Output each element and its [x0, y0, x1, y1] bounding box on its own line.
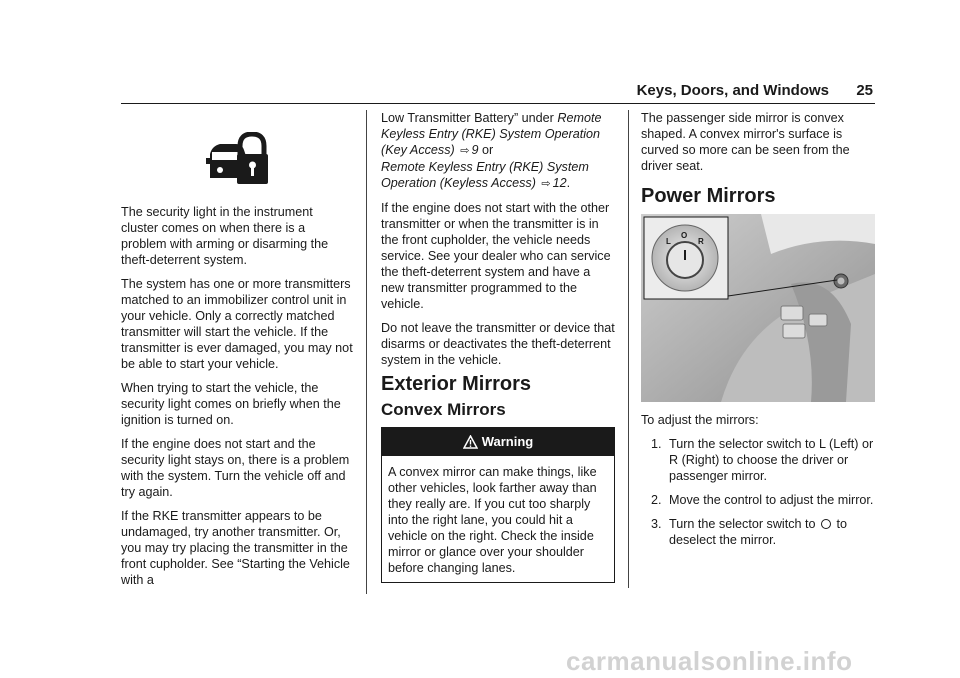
security-light-lock-icon	[206, 132, 268, 186]
warning-box	[381, 427, 615, 583]
paragraph: The security light in the instrument cluster comes on when there is a problem with arming or disarming the theft-deterrent system.	[121, 205, 329, 267]
mirror-right-label: R	[698, 237, 704, 246]
page-reference-icon: ⇨	[541, 178, 551, 190]
paragraph: The system has one or more transmitters matched to an immobilizer control unit in your vehicle. Only a correctly matched transmitter will start the vehicle. If the transmitter is ever damaged, you may not be able to start your vehicle.	[121, 277, 353, 371]
section-heading: Power Mirrors	[641, 185, 776, 207]
list-item: 2. Move the control to adjust the mirror.	[651, 493, 874, 507]
reference-page[interactable]: 9	[471, 143, 479, 157]
paragraph: If the RKE transmitter appears to be undamaged, try another transmitter. Or, you may try placing the transmitter in the front cupholder. See “Starting the Vehicle with a	[121, 509, 350, 587]
warning-label: Warning	[481, 434, 534, 449]
page-reference-icon: ⇨	[460, 145, 470, 157]
section-title: Keys, Doors, and Windows	[636, 82, 829, 99]
reference-page[interactable]: 12	[552, 176, 567, 190]
paragraph: The passenger side mirror is convex shaped. A convex mirror's surface is curved so more can be seen from the driver seat.	[641, 111, 850, 173]
page-header	[121, 80, 875, 104]
adjust-steps-list	[641, 436, 877, 548]
paragraph: To adjust the mirrors:	[641, 413, 759, 427]
column-2	[381, 110, 615, 583]
paragraph: Do not leave the transmitter or device that disarms or deactivates the theft-deterrent system in the vehicle.	[381, 321, 615, 367]
list-item: 1. Turn the selector switch to L (Left) or R (Right) to choose the driver or passenger mirror.	[651, 437, 874, 483]
subsection-heading: Convex Mirrors	[381, 400, 506, 419]
paragraph: When trying to start the vehicle, the security light comes on briefly when the ignition is turned on.	[121, 381, 341, 427]
warning-header	[382, 428, 614, 456]
header-rule	[121, 103, 875, 104]
column-1	[121, 110, 353, 596]
list-item: 3. Turn the selector switch to to deselect the mirror.	[651, 517, 848, 547]
column-divider-right	[628, 110, 629, 588]
mirror-off-label: O	[681, 231, 688, 240]
section-heading: Exterior Mirrors	[381, 373, 532, 395]
continued-paragraph: Low Transmitter Battery” under Remote Keyless Entry (RKE) System Operation (Key Access) ⇨ 9 or Remote Keyless Entry (RKE) System Operation (Keyless Access) ⇨ 12.	[381, 111, 602, 190]
power-mirror-control-photo	[641, 214, 875, 402]
warning-text: A convex mirror can make things, like other vehicles, look farther away than they really are. If you cut too sharply into the right lane, you could hit a vehicle on the right. Check the inside mirror or glance over your shoulder before changing lanes.	[388, 465, 597, 575]
warning-triangle-icon	[463, 435, 478, 449]
warning-body	[382, 456, 614, 582]
reference-link-rke-key-access[interactable]: Remote Keyless Entry (RKE) System Operation (Key Access)	[381, 111, 602, 157]
column-divider-left	[366, 110, 367, 594]
paragraph: If the engine does not start and the security light stays on, there is a problem with the system. Turn the vehicle off and try again.	[121, 437, 350, 499]
page-number: 25	[856, 82, 873, 99]
security-light-icon-area	[121, 110, 353, 204]
off-position-icon	[821, 519, 831, 529]
reference-link-rke-keyless-access[interactable]: Remote Keyless Entry (RKE) System Operation (Keyless Access)	[381, 160, 589, 190]
column-3	[641, 110, 877, 556]
mirror-left-label: L	[666, 237, 671, 246]
paragraph: If the engine does not start with the other transmitter or when the transmitter is in the front cupholder, the vehicle needs service. See your dealer who can service the theft-deterrent system and have a new transmitter programmed to the vehicle.	[381, 201, 611, 311]
watermark: carmanualsonline.info	[566, 646, 853, 676]
